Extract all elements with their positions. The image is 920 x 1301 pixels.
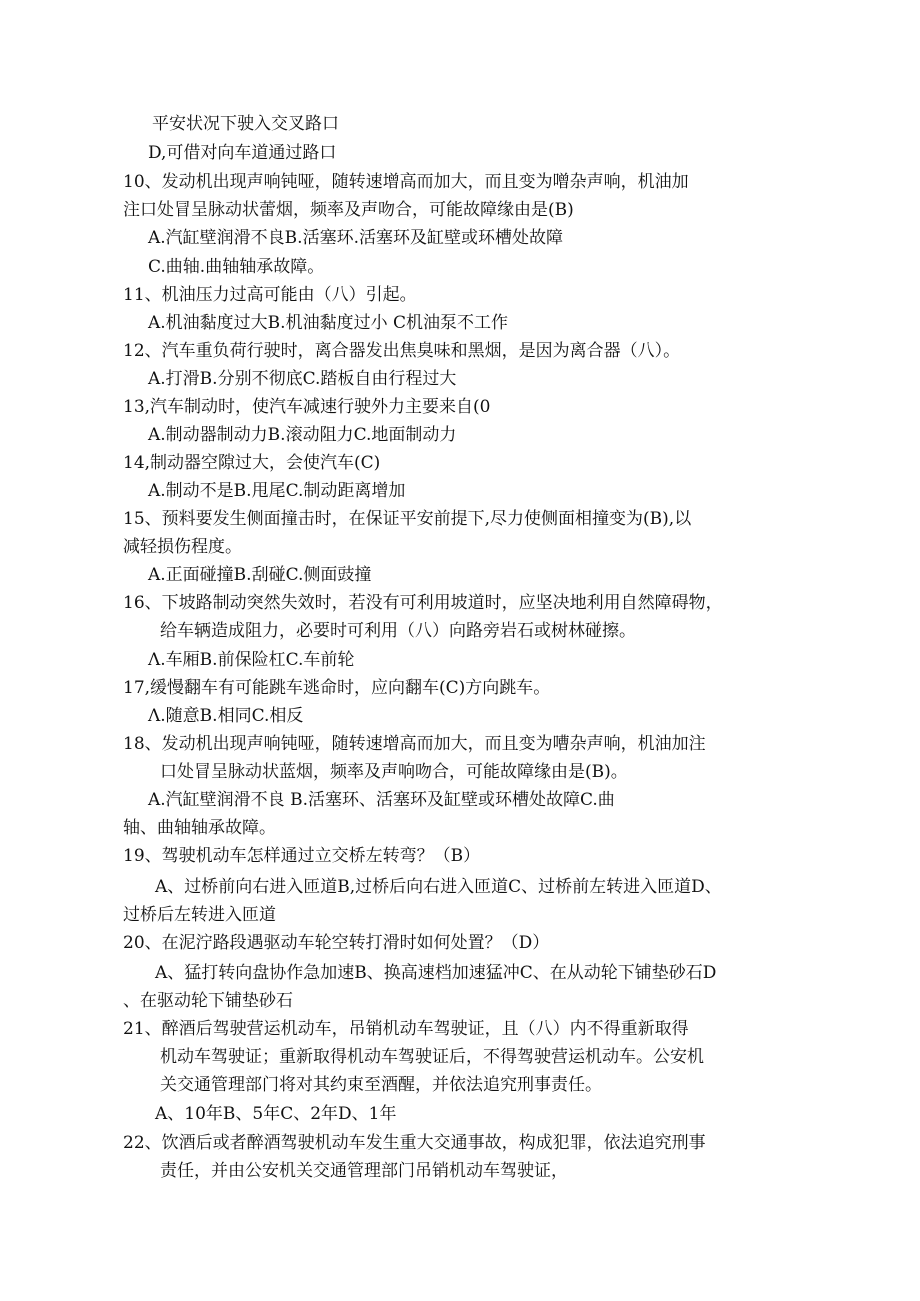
question-11: 11、机油压力过高可能由（八）引起。 (123, 285, 417, 305)
option-line: A.打滑B.分别不彻底C.踏板自由行程过大 (148, 369, 457, 389)
question-10: 10、发动机出现声响钝哑，随转速增高而加大，而且变为噌杂声响，机油加 (123, 172, 689, 192)
question-15: 15、预料要发生侧面撞击时，在保证平安前提下,尽力使侧面相撞变为(B),以 (123, 509, 692, 529)
question-22: 22、饮酒后或者醉酒驾驶机动车发生重大交通事故，构成犯罪，依法追究刑事 (123, 1133, 706, 1153)
text-line: 机动车驾驶证；重新取得机动车驾驶证后，不得驾驶营运机动车。公安机 (160, 1047, 704, 1067)
question-18: 18、发动机出现声响钝哑，随转速增高而加大，而且变为嘈杂声响，机油加注 (123, 734, 706, 754)
option-line: A.制动器制动力B.滚动阻力C.地面制动力 (148, 425, 457, 445)
question-21: 21、醉酒后驾驶营运机动车，吊销机动车驾驶证，且（八）内不得重新取得 (123, 1019, 689, 1039)
text-line: 责任，并由公安机关交通管理部门吊销机动车驾驶证， (160, 1161, 568, 1181)
text-line: 轴、曲轴轴承故障。 (123, 818, 276, 838)
option-line: Λ.车厢B.前保险杠C.车前轮 (148, 650, 355, 670)
option-line: A.机油黏度过大B.机油黏度过小 C机油泵不工作 (148, 313, 508, 333)
text-line: 、在驱动轮下铺垫砂石 (123, 991, 293, 1011)
question-19: 19、驾驶机动车怎样通过立交桥左转弯？（B） (123, 846, 481, 866)
question-14: 14,制动器空隙过大，会使汽车(C) (123, 453, 381, 473)
text-line: 减轻损伤程度。 (123, 537, 242, 557)
question-17: 17,缓慢翻车有可能跳车逃命时，应向翻车(C)方向跳车。 (123, 678, 551, 698)
option-line: A.汽缸壁润滑不良B.活塞环.活塞环及缸壁或环槽处故障 (148, 228, 563, 248)
question-20: 20、在泥泞路段遇驱动车轮空转打滑时如何处置？（D） (123, 933, 550, 953)
question-16: 16、下坡路制动突然失效时，若没有可利用坡道时，应坚决地利用自然障碍物， (123, 593, 723, 613)
question-12: 12、汽车重负荷行驶时，离合器发出焦臭味和黑烟，是因为离合器（八）。 (123, 341, 681, 361)
option-line: C.曲轴.曲轴轴承故障。 (148, 257, 325, 277)
question-13: 13,汽车制动时，使汽车减速行驶外力主要来自(0 (123, 397, 491, 417)
option-line: A、10年B、5年C、2年D、1年 (155, 1104, 397, 1124)
text-line: 口处冒呈脉动状蓝烟，频率及声响吻合，可能故障缘由是(B)。 (160, 762, 628, 782)
text-line: 给车辆造成阻力，必要时可利用（八）向路旁岩石或树林碰擦。 (160, 621, 636, 641)
option-line: A、猛打转向盘协作急加速B、换高速档加速猛冲C、在从动轮下铺垫砂石D (155, 963, 717, 983)
text-line: 注口处冒呈脉动状蕾烟，频率及声吻合，可能故障缘由是(B) (123, 200, 574, 220)
text-line: 关交通管理部门将对其约束至酒醒，并依法追究刑事责任。 (160, 1075, 602, 1095)
text-line: 过桥后左转进入匝道 (123, 905, 276, 925)
option-line: A.汽缸壁润滑不良 B.活塞环、活塞环及缸壁或环槽处故障C.曲 (148, 790, 615, 810)
option-line: Λ.随意B.相同C.相反 (148, 706, 304, 726)
text-line: 平安状况下驶入交叉路口 (152, 114, 339, 134)
option-line: A.制动不是B.甩尾C.制动距离增加 (148, 481, 406, 501)
text-line: D,可借对向车道通过路口 (148, 143, 337, 163)
option-line: A.正面碰撞B.刮碰C.侧面豉撞 (148, 565, 372, 585)
option-line: A、过桥前向右进入匝道B,过桥后向右进入匝道C、过桥前左转进入匝道D、 (155, 877, 722, 897)
